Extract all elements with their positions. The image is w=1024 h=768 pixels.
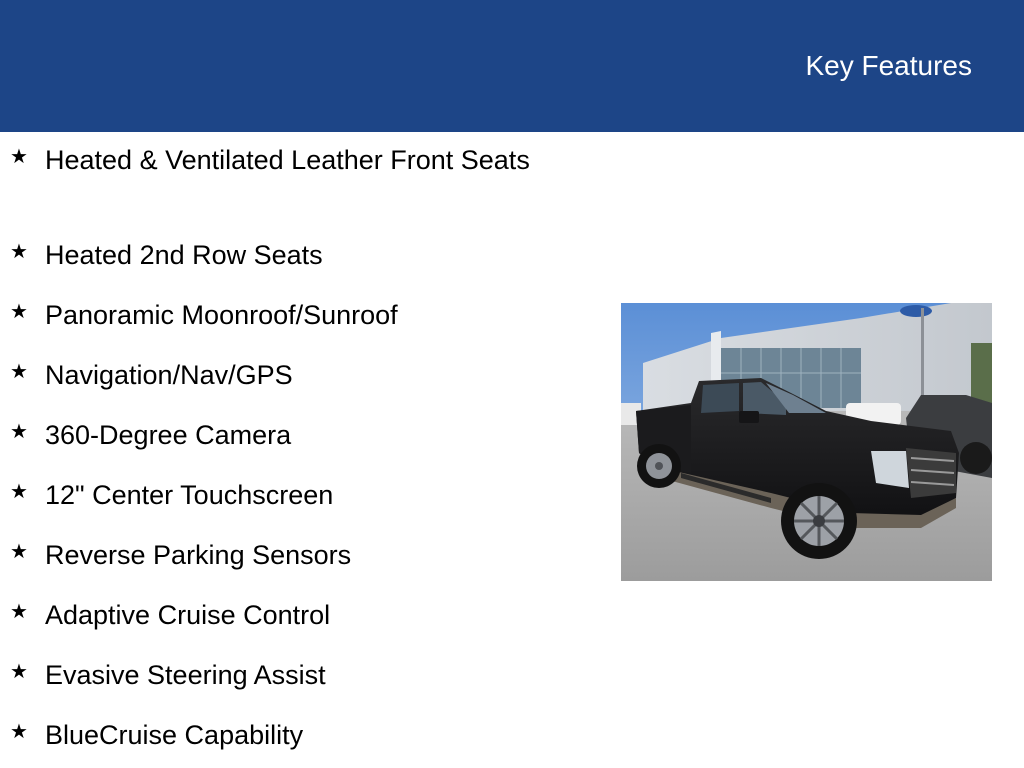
feature-item-moonroof	[10, 298, 530, 332]
star-icon: ★	[10, 361, 28, 383]
star-icon: ★	[10, 721, 28, 743]
star-icon: ★	[10, 241, 28, 263]
star-icon: ★	[10, 421, 28, 443]
feature-item-heated-ventilated-seats	[10, 143, 530, 177]
feature-item-touchscreen	[10, 478, 530, 512]
feature-item-bluecruise	[10, 718, 530, 752]
truck-image	[621, 303, 992, 581]
feature-item-navigation	[10, 358, 530, 392]
feature-item-heated-2nd-row	[10, 238, 530, 272]
star-icon: ★	[10, 541, 28, 563]
star-icon: ★	[10, 481, 28, 503]
feature-label: Heated 2nd Row Seats	[45, 240, 323, 270]
feature-label: Panoramic Moonroof/Sunroof	[45, 300, 398, 330]
star-icon: ★	[10, 601, 28, 623]
header-banner	[0, 0, 1024, 132]
feature-label: 360-Degree Camera	[45, 420, 292, 450]
feature-item-360-camera	[10, 418, 530, 452]
star-icon: ★	[10, 301, 28, 323]
star-icon: ★	[10, 146, 28, 168]
feature-label: Reverse Parking Sensors	[45, 540, 352, 570]
star-icon: ★	[10, 661, 28, 683]
feature-label: BlueCruise Capability	[45, 720, 304, 750]
feature-label: 12" Center Touchscreen	[45, 480, 334, 510]
feature-label: Evasive Steering Assist	[45, 660, 326, 690]
feature-label: Heated & Ventilated Leather Front Seats	[45, 145, 530, 175]
feature-item-parking-sensors	[10, 538, 530, 572]
feature-label: Adaptive Cruise Control	[45, 600, 331, 630]
feature-label: Navigation/Nav/GPS	[45, 360, 293, 390]
feature-item-adaptive-cruise	[10, 598, 530, 632]
vehicle-photo	[621, 303, 992, 581]
feature-item-steering-assist	[10, 658, 530, 692]
page-title: Key Features	[805, 50, 972, 81]
